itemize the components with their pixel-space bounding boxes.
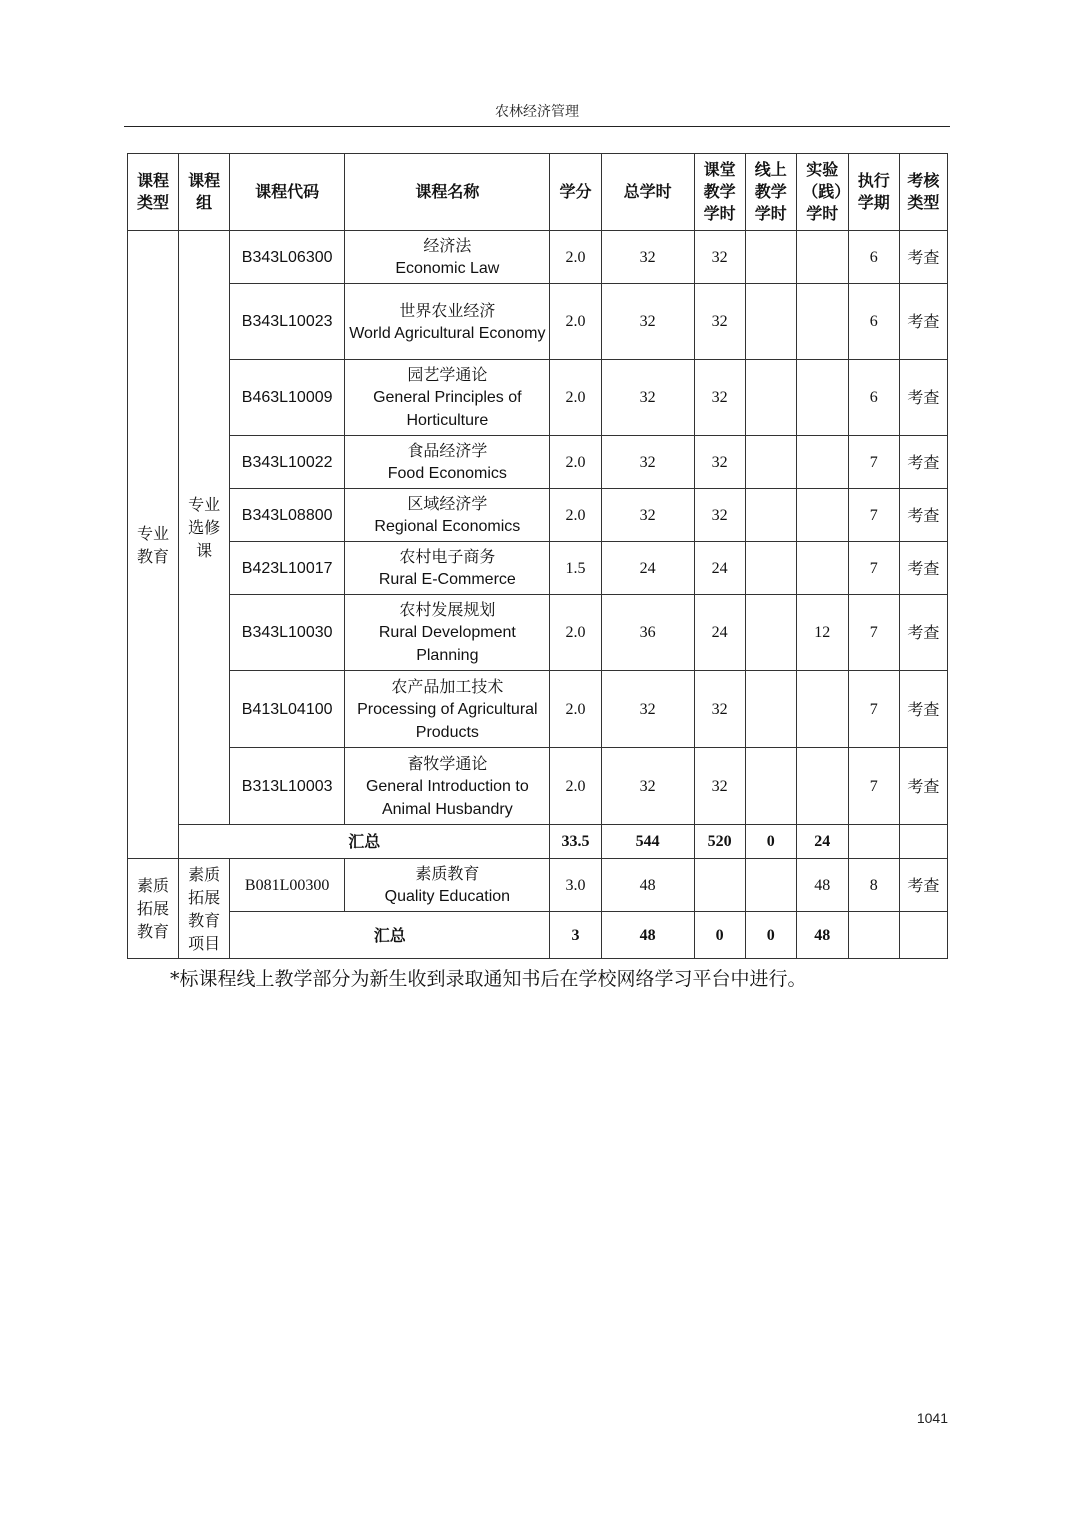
class-hours-cell: 32 xyxy=(694,489,745,542)
summary-class-hours: 520 xyxy=(694,825,745,859)
online-hours-cell xyxy=(745,542,796,595)
online-hours-cell xyxy=(745,859,796,912)
online-hours-cell xyxy=(745,284,796,360)
lab-hours-cell: 12 xyxy=(796,595,848,671)
course-name: 畜牧学通论 General Introduction to Animal Husbandry xyxy=(345,748,550,825)
table-row xyxy=(128,859,948,912)
lab-hours-cell xyxy=(796,436,848,489)
page-number: 1041 xyxy=(916,1410,948,1426)
summary-class-hours: 0 xyxy=(694,912,745,959)
course-name: 农村电子商务 Rural E-Commerce xyxy=(345,542,550,595)
class-hours-cell: 32 xyxy=(694,360,745,436)
summary-row xyxy=(128,825,948,859)
assessment-cell: 考查 xyxy=(899,436,947,489)
header-course-code: 课程代码 xyxy=(230,154,345,231)
course-name: 经济法 Economic Law xyxy=(345,231,550,284)
course-code: B313L10003 xyxy=(230,748,345,825)
semester-cell: 7 xyxy=(848,542,899,595)
credit-cell: 2.0 xyxy=(550,595,601,671)
summary-semester xyxy=(848,825,899,859)
semester-cell: 6 xyxy=(848,231,899,284)
summary-lab-hours: 24 xyxy=(796,825,848,859)
summary-total-hours: 544 xyxy=(601,825,694,859)
lab-hours-cell xyxy=(796,489,848,542)
credit-cell: 3.0 xyxy=(550,859,601,912)
course-code: B423L10017 xyxy=(230,542,345,595)
summary-credit: 33.5 xyxy=(550,825,601,859)
header-semester: 执行学期 xyxy=(848,154,899,231)
table-header-row xyxy=(128,154,948,231)
credit-cell: 2.0 xyxy=(550,489,601,542)
course-code: B463L10009 xyxy=(230,360,345,436)
course-code: B343L06300 xyxy=(230,231,345,284)
header-class-hours: 课堂教学学时 xyxy=(694,154,745,231)
course-name: 素质教育 Quality Education xyxy=(345,859,550,912)
lab-hours-cell: 48 xyxy=(796,859,848,912)
course-group-cell: 素质拓展教育项目 xyxy=(179,859,230,959)
semester-cell: 7 xyxy=(848,748,899,825)
course-code: B343L10023 xyxy=(230,284,345,360)
total-hours-cell: 24 xyxy=(601,542,694,595)
summary-online-hours: 0 xyxy=(745,912,796,959)
total-hours-cell: 32 xyxy=(601,748,694,825)
header-credit: 学分 xyxy=(550,154,601,231)
class-hours-cell: 32 xyxy=(694,436,745,489)
course-code: B343L08800 xyxy=(230,489,345,542)
course-name: 区域经济学 Regional Economics xyxy=(345,489,550,542)
semester-cell: 6 xyxy=(848,360,899,436)
online-hours-cell xyxy=(745,231,796,284)
course-name: 食品经济学 Food Economics xyxy=(345,436,550,489)
semester-cell: 7 xyxy=(848,489,899,542)
total-hours-cell: 36 xyxy=(601,595,694,671)
assessment-cell: 考查 xyxy=(899,671,947,748)
class-hours-cell: 32 xyxy=(694,284,745,360)
course-name: 园艺学通论 General Principles of Horticulture xyxy=(345,360,550,436)
online-hours-cell xyxy=(745,489,796,542)
semester-cell: 6 xyxy=(848,284,899,360)
summary-semester xyxy=(848,912,899,959)
table-row xyxy=(128,542,948,595)
course-type-cell: 素质拓展教育 xyxy=(128,859,179,959)
assessment-cell: 考查 xyxy=(899,360,947,436)
class-hours-cell: 32 xyxy=(694,231,745,284)
course-name: 农村发展规划 Rural Development Planning xyxy=(345,595,550,671)
class-hours-cell: 32 xyxy=(694,748,745,825)
table-row xyxy=(128,360,948,436)
table-row xyxy=(128,231,948,284)
assessment-cell: 考查 xyxy=(899,859,947,912)
assessment-cell: 考查 xyxy=(899,542,947,595)
online-hours-cell xyxy=(745,436,796,489)
credit-cell: 2.0 xyxy=(550,360,601,436)
lab-hours-cell xyxy=(796,284,848,360)
semester-cell: 8 xyxy=(848,859,899,912)
assessment-cell: 考查 xyxy=(899,595,947,671)
table-row xyxy=(128,595,948,671)
assessment-cell: 考查 xyxy=(899,489,947,542)
summary-label: 汇总 xyxy=(230,912,550,959)
course-table xyxy=(127,153,948,959)
header-online-hours: 线上教学学时 xyxy=(745,154,796,231)
course-type-cell: 专业教育 xyxy=(128,231,179,859)
course-name: 农产品加工技术 Processing of Agricultural Products xyxy=(345,671,550,748)
total-hours-cell: 32 xyxy=(601,489,694,542)
table-row xyxy=(128,436,948,489)
credit-cell: 2.0 xyxy=(550,284,601,360)
total-hours-cell: 32 xyxy=(601,436,694,489)
lab-hours-cell xyxy=(796,542,848,595)
total-hours-cell: 32 xyxy=(601,671,694,748)
credit-cell: 2.0 xyxy=(550,671,601,748)
lab-hours-cell xyxy=(796,360,848,436)
online-hours-cell xyxy=(745,360,796,436)
summary-lab-hours: 48 xyxy=(796,912,848,959)
assessment-cell: 考查 xyxy=(899,748,947,825)
table-row xyxy=(128,748,948,825)
summary-credit: 3 xyxy=(550,912,601,959)
semester-cell: 7 xyxy=(848,671,899,748)
total-hours-cell: 32 xyxy=(601,231,694,284)
header-course-type: 课程类型 xyxy=(128,154,179,231)
course-name: 世界农业经济 World Agricultural Economy xyxy=(345,284,550,360)
credit-cell: 1.5 xyxy=(550,542,601,595)
summary-online-hours: 0 xyxy=(745,825,796,859)
lab-hours-cell xyxy=(796,748,848,825)
class-hours-cell: 24 xyxy=(694,595,745,671)
course-code: B343L10030 xyxy=(230,595,345,671)
class-hours-cell xyxy=(694,859,745,912)
online-hours-cell xyxy=(745,595,796,671)
online-hours-cell xyxy=(745,671,796,748)
total-hours-cell: 32 xyxy=(601,360,694,436)
course-code: B343L10022 xyxy=(230,436,345,489)
summary-assessment xyxy=(899,912,947,959)
table-row xyxy=(128,671,948,748)
credit-cell: 2.0 xyxy=(550,231,601,284)
lab-hours-cell xyxy=(796,671,848,748)
header-assessment: 考核类型 xyxy=(899,154,947,231)
semester-cell: 7 xyxy=(848,595,899,671)
header-total-hours: 总学时 xyxy=(601,154,694,231)
summary-row xyxy=(128,912,948,959)
summary-total-hours: 48 xyxy=(601,912,694,959)
table-row xyxy=(128,489,948,542)
running-header: 农林经济管理 xyxy=(124,101,950,127)
footnote: *标课程线上教学部分为新生收到录取通知书后在学校网络学习平台中进行。 xyxy=(170,968,807,990)
credit-cell: 2.0 xyxy=(550,436,601,489)
class-hours-cell: 24 xyxy=(694,542,745,595)
header-lab-hours: 实验（践）学时 xyxy=(796,154,848,231)
total-hours-cell: 32 xyxy=(601,284,694,360)
online-hours-cell xyxy=(745,748,796,825)
lab-hours-cell xyxy=(796,231,848,284)
summary-assessment xyxy=(899,825,947,859)
header-course-group: 课程组 xyxy=(179,154,230,231)
header-course-name: 课程名称 xyxy=(345,154,550,231)
table-row xyxy=(128,284,948,360)
total-hours-cell: 48 xyxy=(601,859,694,912)
class-hours-cell: 32 xyxy=(694,671,745,748)
semester-cell: 7 xyxy=(848,436,899,489)
assessment-cell: 考查 xyxy=(899,284,947,360)
course-group-cell: 专业选修课 xyxy=(179,231,230,825)
course-code: B413L04100 xyxy=(230,671,345,748)
credit-cell: 2.0 xyxy=(550,748,601,825)
summary-label: 汇总 xyxy=(179,825,550,859)
assessment-cell: 考查 xyxy=(899,231,947,284)
course-code: B081L00300 xyxy=(230,859,345,912)
